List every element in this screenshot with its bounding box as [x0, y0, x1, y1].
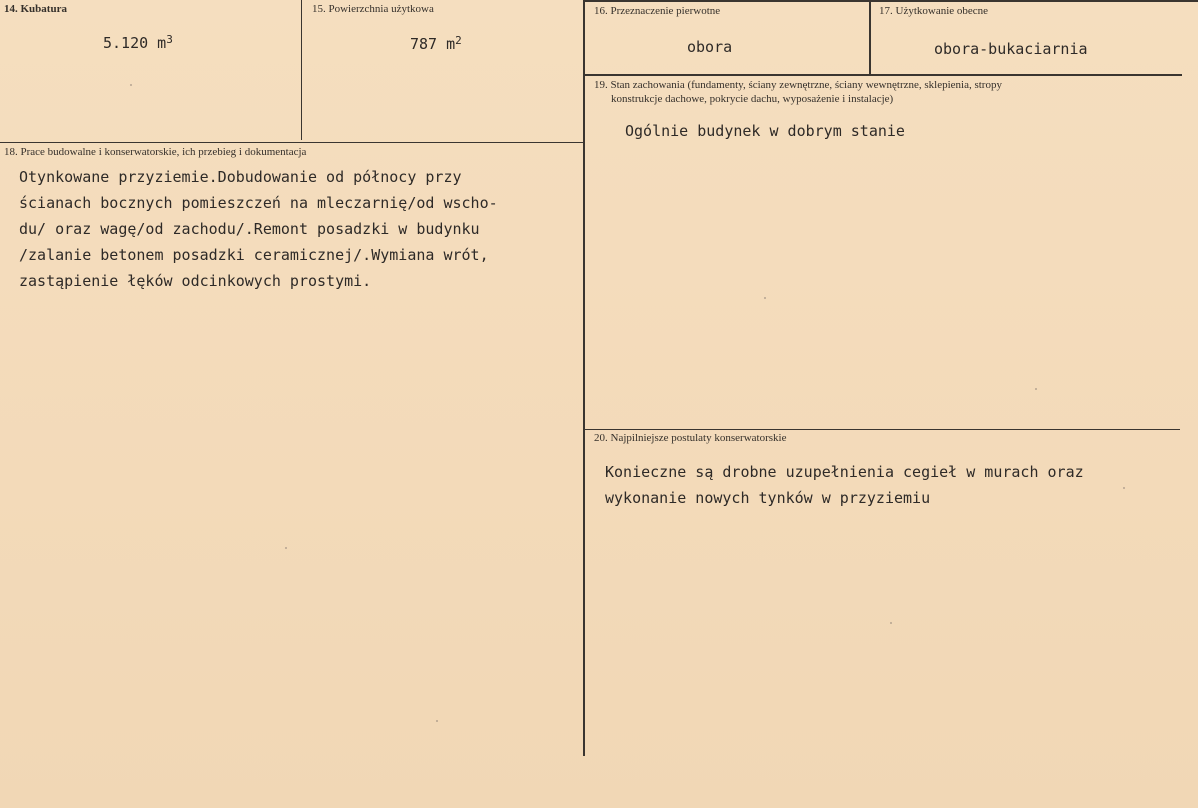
top-rule — [584, 0, 1198, 2]
field-18-line: Otynkowane przyziemie.Dobudowanie od północy przy — [19, 168, 462, 186]
paper-speck — [890, 622, 892, 624]
field-19-label — [594, 78, 1002, 106]
field-16-value: obora — [687, 38, 733, 56]
rule-under-14-15 — [0, 142, 584, 143]
field-18-line: /zalanie betonem posadzki ceramicznej/.Wymiana wrót, — [19, 246, 489, 264]
field-18-line: ścianach bocznych pomieszczeń na mleczarnię/od wscho- — [19, 194, 498, 212]
field-20-line: Konieczne są drobne uzupełnienia cegieł w murach oraz — [605, 463, 1084, 481]
rule-under-16-17 — [584, 74, 1182, 76]
field-20-text — [605, 459, 1084, 511]
field-15-label: 15. Powierzchnia użytkowa — [312, 3, 434, 15]
paper-speck — [764, 297, 766, 299]
paper-speck — [1035, 388, 1037, 390]
field-20-line: wykonanie nowych tynków w przyziemiu — [605, 489, 931, 507]
field-14-label: 14. Kubatura — [4, 3, 67, 15]
field-18-text — [19, 164, 498, 294]
paper-speck — [285, 547, 287, 549]
divider-14-15 — [301, 0, 302, 140]
main-vertical-divider — [583, 0, 585, 756]
field-14-value-text: 5.120 m — [103, 34, 167, 52]
divider-16-17 — [869, 0, 871, 74]
field-14-value-sup: 3 — [166, 33, 173, 46]
field-15-value-sup: 2 — [455, 34, 462, 47]
paper-speck — [1123, 487, 1125, 489]
field-19-label-line: konstrukcje dachowe, pokrycie dachu, wyposażenie i instalacje) — [611, 93, 894, 105]
field-19-label-line: 19. Stan zachowania (fundamenty, ściany zewnętrzne, ściany wewnętrzne, sklepienia, stropy — [594, 79, 1002, 91]
paper-speck — [130, 84, 132, 86]
field-17-label: 17. Użytkowanie obecne — [879, 5, 989, 17]
field-18-line: du/ oraz wagę/od zachodu/.Remont posadzki w budynku — [19, 220, 480, 238]
field-20-label: 20. Najpilniejsze postulaty konserwatorskie — [594, 432, 787, 444]
field-14-value — [103, 30, 173, 56]
field-15-value-text: 787 m — [410, 35, 456, 53]
field-16-label: 16. Przeznaczenie pierwotne — [594, 5, 721, 17]
field-19-value: Ogólnie budynek w dobrym stanie — [625, 122, 905, 140]
field-15-value — [410, 31, 462, 57]
field-18-line: zastąpienie łęków odcinkowych prostymi. — [19, 272, 372, 290]
paper-speck — [436, 720, 438, 722]
rule-under-19 — [584, 429, 1180, 430]
field-18-label: 18. Prace budowalne i konserwatorskie, ich przebieg i dokumentacja — [4, 146, 307, 158]
field-17-value: obora-bukaciarnia — [934, 40, 1088, 58]
